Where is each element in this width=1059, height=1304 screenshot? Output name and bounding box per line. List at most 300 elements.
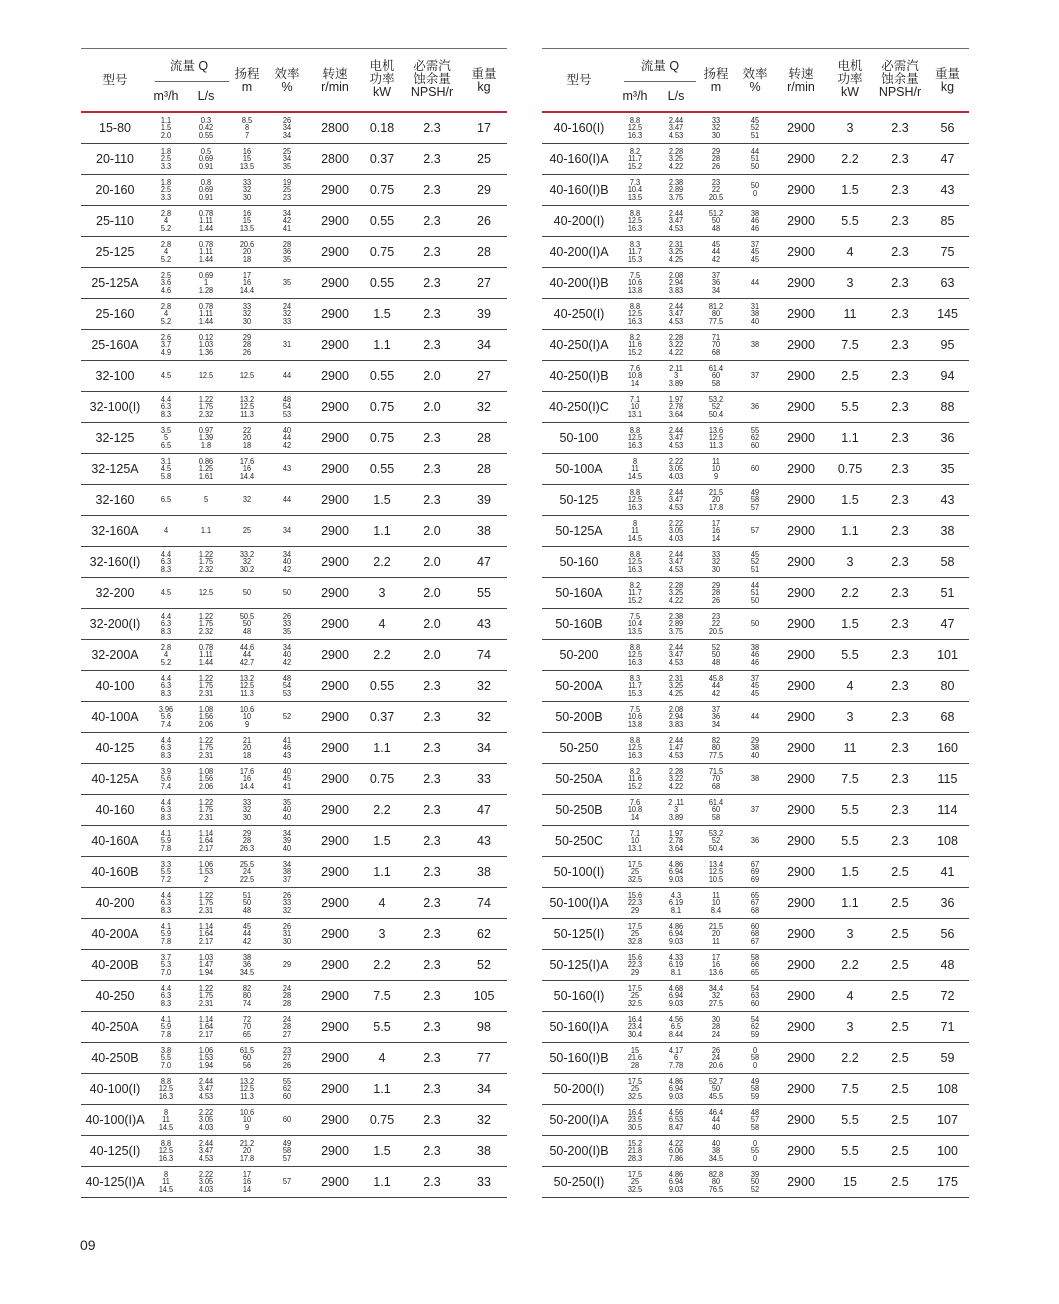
cell-head: 45 44 42: [242, 921, 252, 946]
cell-weight: 58: [940, 555, 955, 569]
cell-speed: 2900: [321, 927, 349, 941]
cell-flow-ls: 0.69 1 1.28: [198, 270, 214, 295]
cell-flow-ls: 2.44 3.47 4.53: [668, 115, 684, 140]
cell-npsh: 2.5: [891, 958, 909, 972]
cell-efficiency: 29: [282, 960, 292, 970]
cell-weight: 59: [940, 1051, 955, 1065]
cell-head: 51.2 50 48: [708, 208, 724, 233]
cell-head: 10.6 10 9: [239, 1107, 255, 1132]
cell-efficiency: 38 46 46: [750, 642, 760, 667]
cell-npsh: 2.0: [423, 369, 441, 383]
cell-flow-m3h: 17.5 25 32.5: [627, 1076, 643, 1101]
cell-speed: 2900: [787, 214, 815, 228]
cell-flow-ls: 1.97 2.78 3.64: [668, 394, 684, 419]
cell-npsh: 2.3: [891, 586, 909, 600]
cell-flow-ls: 4.56 6.53 8.47: [668, 1107, 684, 1132]
cell-speed: 2900: [787, 803, 815, 817]
cell-flow-ls: 2.08 2.94 3.83: [668, 270, 684, 295]
cell-npsh: 2.0: [423, 400, 441, 414]
cell-efficiency: 39 50 52: [750, 1169, 760, 1194]
cell-efficiency: 36: [750, 402, 760, 412]
cell-speed: 2900: [787, 927, 815, 941]
cell-efficiency: 54 62 59: [750, 1014, 760, 1039]
cell-head: 23 22 20.5: [708, 177, 724, 202]
cell-power: 4: [378, 617, 386, 631]
cell-power: 1.1: [373, 524, 391, 538]
cell-speed: 2900: [321, 214, 349, 228]
cell-speed: 2900: [321, 462, 349, 476]
cell-power: 5.5: [841, 1113, 859, 1127]
cell-flow-ls: 2.28 3.22 4.22: [668, 332, 684, 357]
cell-efficiency: 38: [750, 774, 760, 784]
cell-flow-m3h: 8.8 12.5 16.3: [627, 115, 643, 140]
cell-weight: 108: [937, 834, 958, 848]
cell-efficiency: 48 54 53: [282, 394, 292, 419]
cell-weight: 32: [477, 679, 491, 693]
cell-npsh: 2.3: [423, 958, 441, 972]
cell-weight: 38: [477, 1144, 491, 1158]
cell-power: 0.75: [369, 1113, 395, 1127]
cell-head: 10.6 10 9: [239, 704, 255, 729]
cell-npsh: 2.0: [423, 555, 441, 569]
cell-npsh: 2.3: [891, 772, 909, 786]
cell-flow-m3h: 7.1 10 13.1: [627, 394, 643, 419]
cell-flow-ls: 2.08 2.94 3.83: [668, 704, 684, 729]
cell-weight: 74: [477, 648, 491, 662]
cell-npsh: 2.0: [423, 648, 441, 662]
cell-npsh: 2.3: [891, 338, 909, 352]
cell-head: 16 15 13.5: [239, 208, 255, 233]
cell-power: 0.55: [369, 214, 395, 228]
cell-weight: 94: [940, 369, 955, 383]
table-header: [81, 49, 507, 113]
cell-power: 2.2: [373, 803, 391, 817]
table-row: [542, 1043, 969, 1074]
cell-weight: 62: [477, 927, 491, 941]
table-row: [81, 268, 507, 299]
cell-flow-m3h: 8.2 11.7 15.2: [627, 146, 643, 171]
cell-power: 4: [846, 245, 854, 259]
cell-flow-m3h: 15 21.6 28: [627, 1045, 643, 1070]
cell-efficiency: 48 54 53: [282, 673, 292, 698]
cell-model: 50-160: [559, 555, 599, 569]
cell-head: 21.5 20 11: [708, 921, 724, 946]
cell-power: 0.75: [369, 431, 395, 445]
cell-flow-ls: 4.33 6.19 8.1: [668, 952, 684, 977]
cell-flow-ls: 1.08 1.56 2.06: [198, 766, 214, 791]
cell-efficiency: 35 40 40: [282, 797, 292, 822]
cell-speed: 2900: [321, 741, 349, 755]
cell-efficiency: 50: [750, 619, 760, 629]
cell-efficiency: 26 31 30: [282, 921, 292, 946]
cell-weight: 80: [940, 679, 955, 693]
cell-model: 40-250(I): [553, 307, 605, 321]
cell-weight: 95: [940, 338, 955, 352]
cell-flow-ls: 0.78 1.11 1.44: [198, 642, 214, 667]
cell-power: 2.2: [373, 648, 391, 662]
cell-npsh: 2.5: [891, 1144, 909, 1158]
cell-speed: 2900: [787, 462, 815, 476]
cell-npsh: 2.3: [891, 648, 909, 662]
cell-speed: 2900: [321, 834, 349, 848]
cell-flow-m3h: 8 11 14.5: [627, 456, 643, 481]
cell-head: 46.4 44 40: [708, 1107, 724, 1132]
cell-speed: 2900: [321, 710, 349, 724]
cell-weight: 43: [940, 183, 955, 197]
cell-npsh: 2.3: [423, 1051, 441, 1065]
cell-power: 1.5: [841, 617, 859, 631]
table-row: [542, 392, 969, 423]
cell-flow-ls: 1.22 1.75 2.31: [198, 797, 214, 822]
cell-model: 32-160: [95, 493, 135, 507]
cell-weight: 33: [477, 1175, 491, 1189]
cell-weight: 105: [473, 989, 495, 1003]
cell-flow-m3h: 8.2 11.7 15.2: [627, 580, 643, 605]
cell-model: 25-125A: [91, 276, 139, 290]
header-power: 电机 功率 kW: [369, 59, 395, 99]
header-flow: 流量 Q: [169, 59, 209, 73]
cell-flow-ls: 2.11 3 3.89: [668, 363, 684, 388]
cell-weight: 74: [477, 896, 491, 910]
cell-speed: 2900: [787, 741, 815, 755]
cell-efficiency: 35: [282, 278, 292, 288]
cell-flow-ls: 0.78 1.11 1.44: [198, 301, 214, 326]
cell-model: 40-250(I)B: [549, 369, 609, 383]
cell-flow-ls: 2.22 3.05 4.03: [668, 518, 684, 543]
cell-speed: 2900: [321, 772, 349, 786]
cell-model: 40-125(I)A: [85, 1175, 145, 1189]
cell-power: 1.1: [373, 1082, 391, 1096]
cell-efficiency: 31: [282, 340, 292, 350]
cell-head: 11 10 8.4: [710, 890, 722, 915]
cell-power: 5.5: [841, 1144, 859, 1158]
cell-weight: 39: [477, 493, 491, 507]
cell-flow-ls: 2.44 3.47 4.53: [668, 301, 684, 326]
cell-flow-ls: 1.03 1.47 1.94: [198, 952, 214, 977]
cell-npsh: 2.5: [891, 1082, 909, 1096]
cell-model: 50-100A: [555, 462, 603, 476]
cell-efficiency: 40 44 42: [282, 425, 292, 450]
cell-flow-ls: 1.14 1.64 2.17: [198, 1014, 214, 1039]
cell-head: 21.5 20 17.8: [708, 487, 724, 512]
cell-npsh: 2.5: [891, 989, 909, 1003]
cell-head: 17 16 14.4: [239, 270, 255, 295]
cell-npsh: 2.0: [423, 617, 441, 631]
cell-power: 2.2: [841, 152, 859, 166]
header-efficiency: 效率 %: [742, 67, 768, 94]
cell-efficiency: 37: [750, 371, 760, 381]
header-npsh: 必需汽 蚀余量 NPSH/r: [878, 59, 922, 99]
cell-power: 2.2: [373, 555, 391, 569]
cell-weight: 43: [940, 493, 955, 507]
cell-head: 53.2 52 50.4: [708, 394, 724, 419]
cell-flow-m3h: 6.5: [160, 495, 172, 505]
cell-speed: 2900: [787, 1144, 815, 1158]
cell-model: 32-160A: [91, 524, 139, 538]
cell-flow-ls: 1.14 1.64 2.17: [198, 921, 214, 946]
cell-model: 50-250A: [555, 772, 603, 786]
cell-power: 11: [843, 307, 857, 321]
cell-power: 7.5: [841, 1082, 859, 1096]
cell-efficiency: 60: [282, 1115, 292, 1125]
cell-npsh: 2.3: [891, 617, 909, 631]
cell-power: 0.37: [369, 710, 395, 724]
cell-model: 15-80: [99, 121, 131, 135]
header-head: 扬程 m: [234, 67, 260, 94]
cell-weight: 27: [477, 276, 491, 290]
cell-flow-m3h: 16.4 23.4 30.4: [627, 1014, 643, 1039]
cell-model: 50-160(I): [553, 989, 605, 1003]
cell-head: 17 16 13.6: [708, 952, 724, 977]
cell-efficiency: 28 36 35: [282, 239, 292, 264]
cell-speed: 2900: [787, 524, 815, 538]
cell-model: 32-100: [95, 369, 135, 383]
cell-efficiency: 24 28 27: [282, 1014, 292, 1039]
cell-power: 0.37: [369, 152, 395, 166]
table-row: [542, 1074, 969, 1105]
cell-weight: 77: [477, 1051, 491, 1065]
cell-head: 13.6 12.5 11.3: [708, 425, 724, 450]
cell-model: 40-250(I)A: [549, 338, 609, 352]
table-row: [81, 144, 507, 175]
cell-npsh: 2.5: [891, 896, 909, 910]
cell-speed: 2900: [787, 958, 815, 972]
cell-power: 1.5: [841, 183, 859, 197]
cell-speed: 2900: [321, 245, 349, 259]
table-row: [81, 1012, 507, 1043]
table-row: [542, 609, 969, 640]
cell-efficiency: 36: [750, 836, 760, 846]
cell-flow-m3h: 8.8 12.5 16.3: [627, 642, 643, 667]
cell-npsh: 2.3: [423, 679, 441, 693]
cell-npsh: 2.3: [423, 834, 441, 848]
cell-head: 26 24 20.6: [708, 1045, 724, 1070]
cell-weight: 48: [940, 958, 955, 972]
cell-model: 50-125A: [555, 524, 603, 538]
cell-flow-ls: 2.31 3.25 4.25: [668, 673, 684, 698]
cell-head: 13.2 12.5 11.3: [239, 394, 255, 419]
cell-flow-m3h: 3.8 5.5 7.0: [160, 1045, 172, 1070]
cell-model: 32-100(I): [89, 400, 141, 414]
cell-flow-ls: 1.22 1.75 2.32: [198, 549, 214, 574]
cell-flow-ls: 4.86 6.94 9.03: [668, 921, 684, 946]
flow-divider: [155, 81, 229, 82]
cell-weight: 36: [940, 431, 955, 445]
cell-head: 50.5 50 48: [239, 611, 255, 636]
cell-speed: 2900: [321, 803, 349, 817]
table-row: [81, 795, 507, 826]
cell-npsh: 2.3: [891, 834, 909, 848]
cell-weight: 33: [477, 772, 491, 786]
cell-weight: 35: [940, 462, 955, 476]
cell-model: 40-250B: [91, 1051, 139, 1065]
cell-flow-m3h: 17.5 25 32.5: [627, 983, 643, 1008]
cell-flow-m3h: 7.5 10.6 13.8: [627, 270, 643, 295]
cell-power: 2.2: [841, 586, 859, 600]
cell-model: 40-100: [95, 679, 135, 693]
table-row: [81, 857, 507, 888]
cell-weight: 32: [477, 710, 491, 724]
cell-flow-ls: 2.38 2.89 3.75: [668, 177, 684, 202]
cell-npsh: 2.0: [423, 586, 441, 600]
cell-power: 1.1: [841, 896, 859, 910]
cell-head: 12.5: [239, 371, 255, 381]
cell-head: 17 16 14: [711, 518, 721, 543]
cell-flow-m3h: 4.4 6.3 8.3: [160, 890, 172, 915]
cell-weight: 41: [940, 865, 955, 879]
cell-power: 3: [378, 927, 386, 941]
cell-speed: 2900: [787, 183, 815, 197]
cell-flow-ls: 1.08 1.56 2.06: [198, 704, 214, 729]
cell-flow-m3h: 3.7 5.3 7.0: [160, 952, 172, 977]
table-row: [542, 423, 969, 454]
cell-speed: 2900: [321, 431, 349, 445]
cell-speed: 2800: [321, 152, 349, 166]
cell-model: 40-160A: [91, 834, 139, 848]
cell-flow-m3h: 4.4 6.3 8.3: [160, 673, 172, 698]
cell-flow-ls: 2.44 3.47 4.53: [668, 642, 684, 667]
cell-weight: 38: [940, 524, 955, 538]
cell-efficiency: 38 46 46: [750, 208, 760, 233]
cell-power: 3: [378, 586, 386, 600]
cell-flow-ls: 0.78 1.11 1.44: [198, 239, 214, 264]
cell-flow-ls: 0.86 1.25 1.61: [198, 456, 214, 481]
cell-efficiency: 44 51 50: [750, 146, 760, 171]
cell-model: 40-125: [95, 741, 135, 755]
cell-speed: 2900: [787, 1020, 815, 1034]
cell-head: 17 16 14: [242, 1169, 252, 1194]
cell-efficiency: 37 45 45: [750, 239, 760, 264]
cell-power: 0.75: [369, 400, 395, 414]
cell-model: 40-250A: [91, 1020, 139, 1034]
cell-flow-m3h: 3.5 5 6.5: [160, 425, 172, 450]
cell-flow-ls: 2.44 3.47 4.53: [198, 1076, 214, 1101]
cell-npsh: 2.3: [423, 989, 441, 1003]
cell-efficiency: 55 62 60: [282, 1076, 292, 1101]
spec-table-left: [81, 48, 507, 1198]
table-row: [542, 578, 969, 609]
cell-efficiency: 24 32 33: [282, 301, 292, 326]
cell-weight: 38: [477, 524, 491, 538]
cell-head: 52 50 48: [711, 642, 721, 667]
cell-weight: 47: [940, 152, 955, 166]
table-row: [542, 330, 969, 361]
cell-npsh: 2.3: [423, 803, 441, 817]
cell-head: 17.6 16 14.4: [239, 766, 255, 791]
cell-head: 21 20 18: [242, 735, 252, 760]
header-npsh: 必需汽 蚀余量 NPSH/r: [410, 59, 454, 99]
cell-speed: 2900: [787, 648, 815, 662]
cell-power: 1.5: [373, 834, 391, 848]
table-row: [81, 640, 507, 671]
cell-npsh: 2.3: [423, 152, 441, 166]
cell-npsh: 2.3: [423, 307, 441, 321]
header-flow-m3h: m³/h: [622, 89, 648, 103]
cell-flow-ls: 1.22 1.75 2.32: [198, 611, 214, 636]
cell-flow-m3h: 3.9 5.6 7.4: [160, 766, 172, 791]
cell-model: 50-200: [559, 648, 599, 662]
cell-model: 40-160(I)A: [549, 152, 609, 166]
cell-model: 50-160(I)B: [549, 1051, 609, 1065]
cell-model: 40-200: [95, 896, 135, 910]
table-row: [81, 547, 507, 578]
cell-weight: 47: [477, 555, 491, 569]
cell-flow-ls: 2.22 3.05 4.03: [198, 1169, 214, 1194]
table-row: [542, 1136, 969, 1167]
cell-power: 5.5: [841, 834, 859, 848]
cell-power: 1.1: [373, 338, 391, 352]
cell-npsh: 2.3: [423, 741, 441, 755]
cell-weight: 43: [477, 834, 491, 848]
table-row: [81, 826, 507, 857]
cell-flow-ls: 4.86 6.94 9.03: [668, 859, 684, 884]
cell-npsh: 2.5: [891, 927, 909, 941]
cell-head: 32: [242, 495, 252, 505]
table-row: [542, 1012, 969, 1043]
cell-npsh: 2.3: [423, 1113, 441, 1127]
cell-model: 50-160A: [555, 586, 603, 600]
cell-flow-ls: 0.12 1.03 1.36: [198, 332, 214, 357]
cell-flow-m3h: 4.4 6.3 8.3: [160, 394, 172, 419]
cell-power: 3: [846, 710, 854, 724]
cell-power: 1.1: [841, 431, 859, 445]
cell-head: 81.2 80 77.5: [708, 301, 724, 326]
cell-power: 5.5: [841, 214, 859, 228]
cell-flow-m3h: 8.8 12.5 16.3: [158, 1076, 174, 1101]
cell-power: 15: [843, 1175, 857, 1189]
cell-model: 40-200(I)B: [549, 276, 609, 290]
table-row: [81, 392, 507, 423]
cell-npsh: 2.5: [891, 865, 909, 879]
cell-speed: 2900: [787, 369, 815, 383]
cell-head: 40 38 34.5: [708, 1138, 724, 1163]
table-row: [542, 795, 969, 826]
cell-efficiency: 44: [750, 278, 760, 288]
cell-head: 45 44 42: [711, 239, 721, 264]
cell-efficiency: 45 52 51: [750, 549, 760, 574]
table-row: [542, 206, 969, 237]
table-row: [81, 671, 507, 702]
cell-speed: 2900: [787, 710, 815, 724]
cell-model: 50-125(I)A: [549, 958, 609, 972]
cell-model: 32-200: [95, 586, 135, 600]
cell-power: 1.5: [373, 307, 391, 321]
cell-head: 13.2 12.5 11.3: [239, 673, 255, 698]
cell-efficiency: 50: [282, 588, 292, 598]
cell-head: 71.5 70 68: [708, 766, 724, 791]
cell-head: 33 32 30: [711, 115, 721, 140]
cell-flow-m3h: 2.8 4 5.2: [160, 301, 172, 326]
cell-speed: 2900: [787, 617, 815, 631]
cell-power: 5.5: [841, 803, 859, 817]
cell-weight: 47: [940, 617, 955, 631]
cell-flow-ls: 12.5: [198, 588, 214, 598]
cell-flow-ls: 1.06 1.53 2: [198, 859, 214, 884]
cell-speed: 2900: [321, 338, 349, 352]
cell-flow-m3h: 7.5 10.6 13.8: [627, 704, 643, 729]
cell-flow-m3h: 4.4 6.3 8.3: [160, 983, 172, 1008]
cell-head: 23 22 20.5: [708, 611, 724, 636]
cell-npsh: 2.0: [423, 524, 441, 538]
cell-npsh: 2.3: [891, 276, 909, 290]
table-row: [81, 1136, 507, 1167]
cell-model: 50-250B: [555, 803, 603, 817]
cell-npsh: 2.3: [891, 214, 909, 228]
cell-weight: 68: [940, 710, 955, 724]
cell-power: 2.2: [841, 1051, 859, 1065]
cell-speed: 2900: [321, 369, 349, 383]
cell-flow-ls: 2.44 3.47 4.53: [668, 425, 684, 450]
